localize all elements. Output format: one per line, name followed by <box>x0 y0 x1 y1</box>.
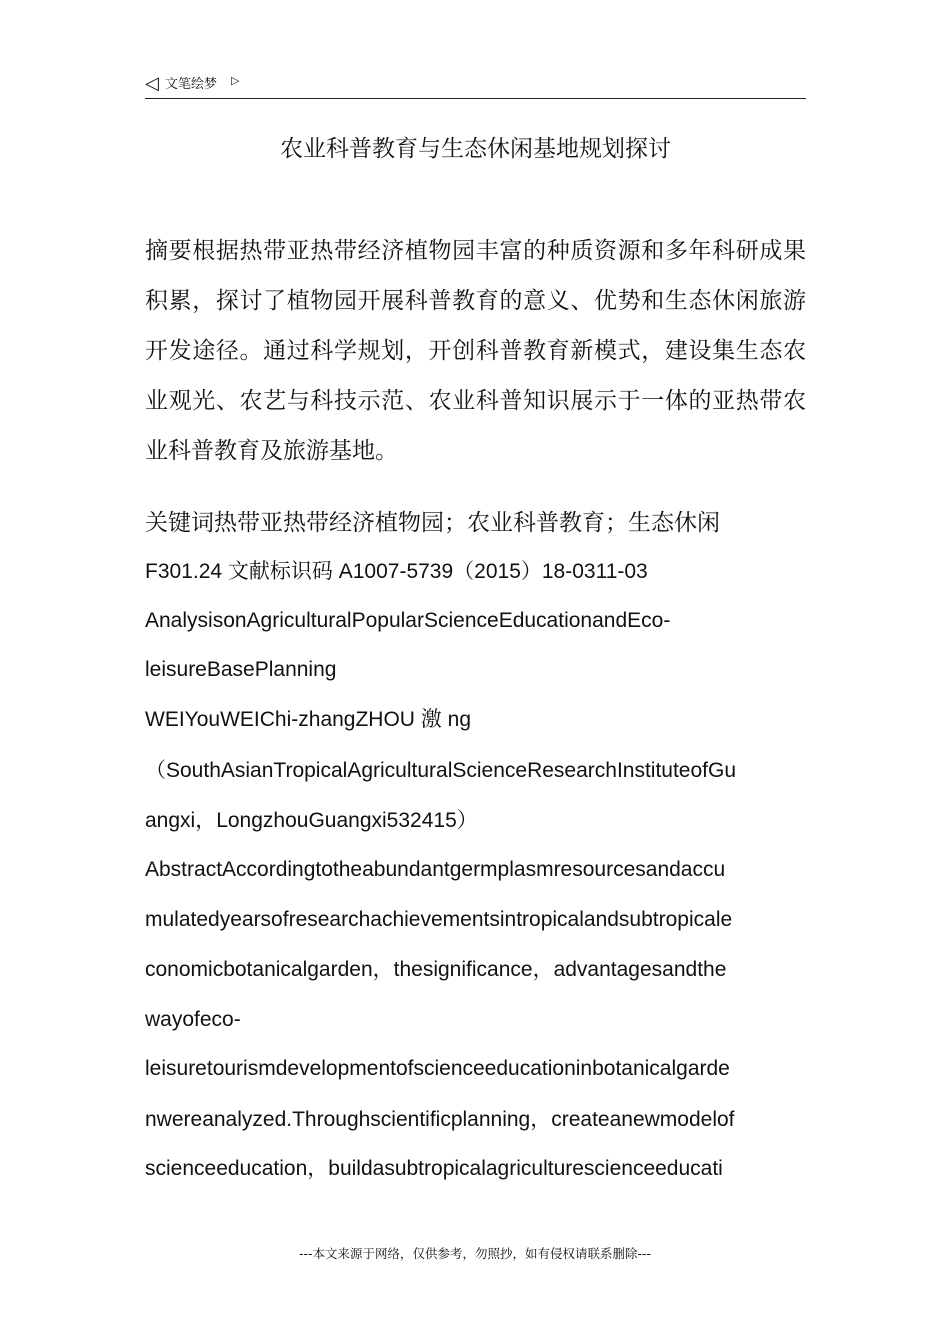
english-abstract-line: nwereanalyzed.Throughscientificplanning，createanewmodelof <box>145 1108 735 1131</box>
english-abstract-line: leisuretourismdevelopmentofscienceeducationinbotanicalgarde <box>145 1057 730 1080</box>
english-abstract-line: scienceeducation，buildasubtropicalagriculturescienceeducati <box>145 1157 723 1180</box>
left-triangle-icon: ◁ <box>145 73 159 94</box>
chinese-keywords: 关键词热带亚热带经济植物园；农业科普教育；生态休闲 <box>145 510 720 536</box>
english-abstract-line: wayofeco- <box>145 1008 241 1031</box>
english-abstract-line: conomicbotanicalgarden，thesignificance，advantagesandthe <box>145 958 727 981</box>
document-title: 农业科普教育与生态休闲基地规划探讨 <box>280 136 671 162</box>
affiliation-line: angxi，LongzhouGuangxi532415） <box>145 809 478 832</box>
classification-line: F301.24 文献标识码 A1007-5739（2015）18-0311-03 <box>145 560 648 583</box>
english-title-line: leisureBasePlanning <box>145 658 337 681</box>
english-title-line: AnalysisonAgriculturalPopularScienceEducationandEco- <box>145 609 671 632</box>
authors-line: WEIYouWEIChi-zhangZHOU 激 ng <box>145 708 472 731</box>
english-abstract-line: mulatedyearsofresearchachievementsintropicalandsubtropicale <box>145 908 733 931</box>
page-header <box>145 72 806 99</box>
english-abstract-line: AbstractAccordingtotheabundantgermplasmresourcesandaccu <box>145 858 726 881</box>
right-triangle-icon: ▷ <box>231 74 240 87</box>
header-brand: 文笔绘梦 <box>165 77 218 92</box>
affiliation-line: （SouthAsianTropicalAgriculturalScienceResearchInstituteofGu <box>145 759 737 782</box>
page-footer-notice: ---本文来源于网络，仅供参考，勿照抄，如有侵权请联系删除--- <box>298 1246 652 1261</box>
chinese-abstract: 摘要根据热带亚热带经济植物园丰富的种质资源和多年科研成果积累，探讨了植物园开展科普教育的意义、优势和生态休闲旅游开发途径。通过科学规划，开创科普教育新模式，建设集生态农业观光、农艺与科技示范、农业科普知识展示于一体的亚热带农业科普教育及旅游基地。 <box>145 238 806 464</box>
